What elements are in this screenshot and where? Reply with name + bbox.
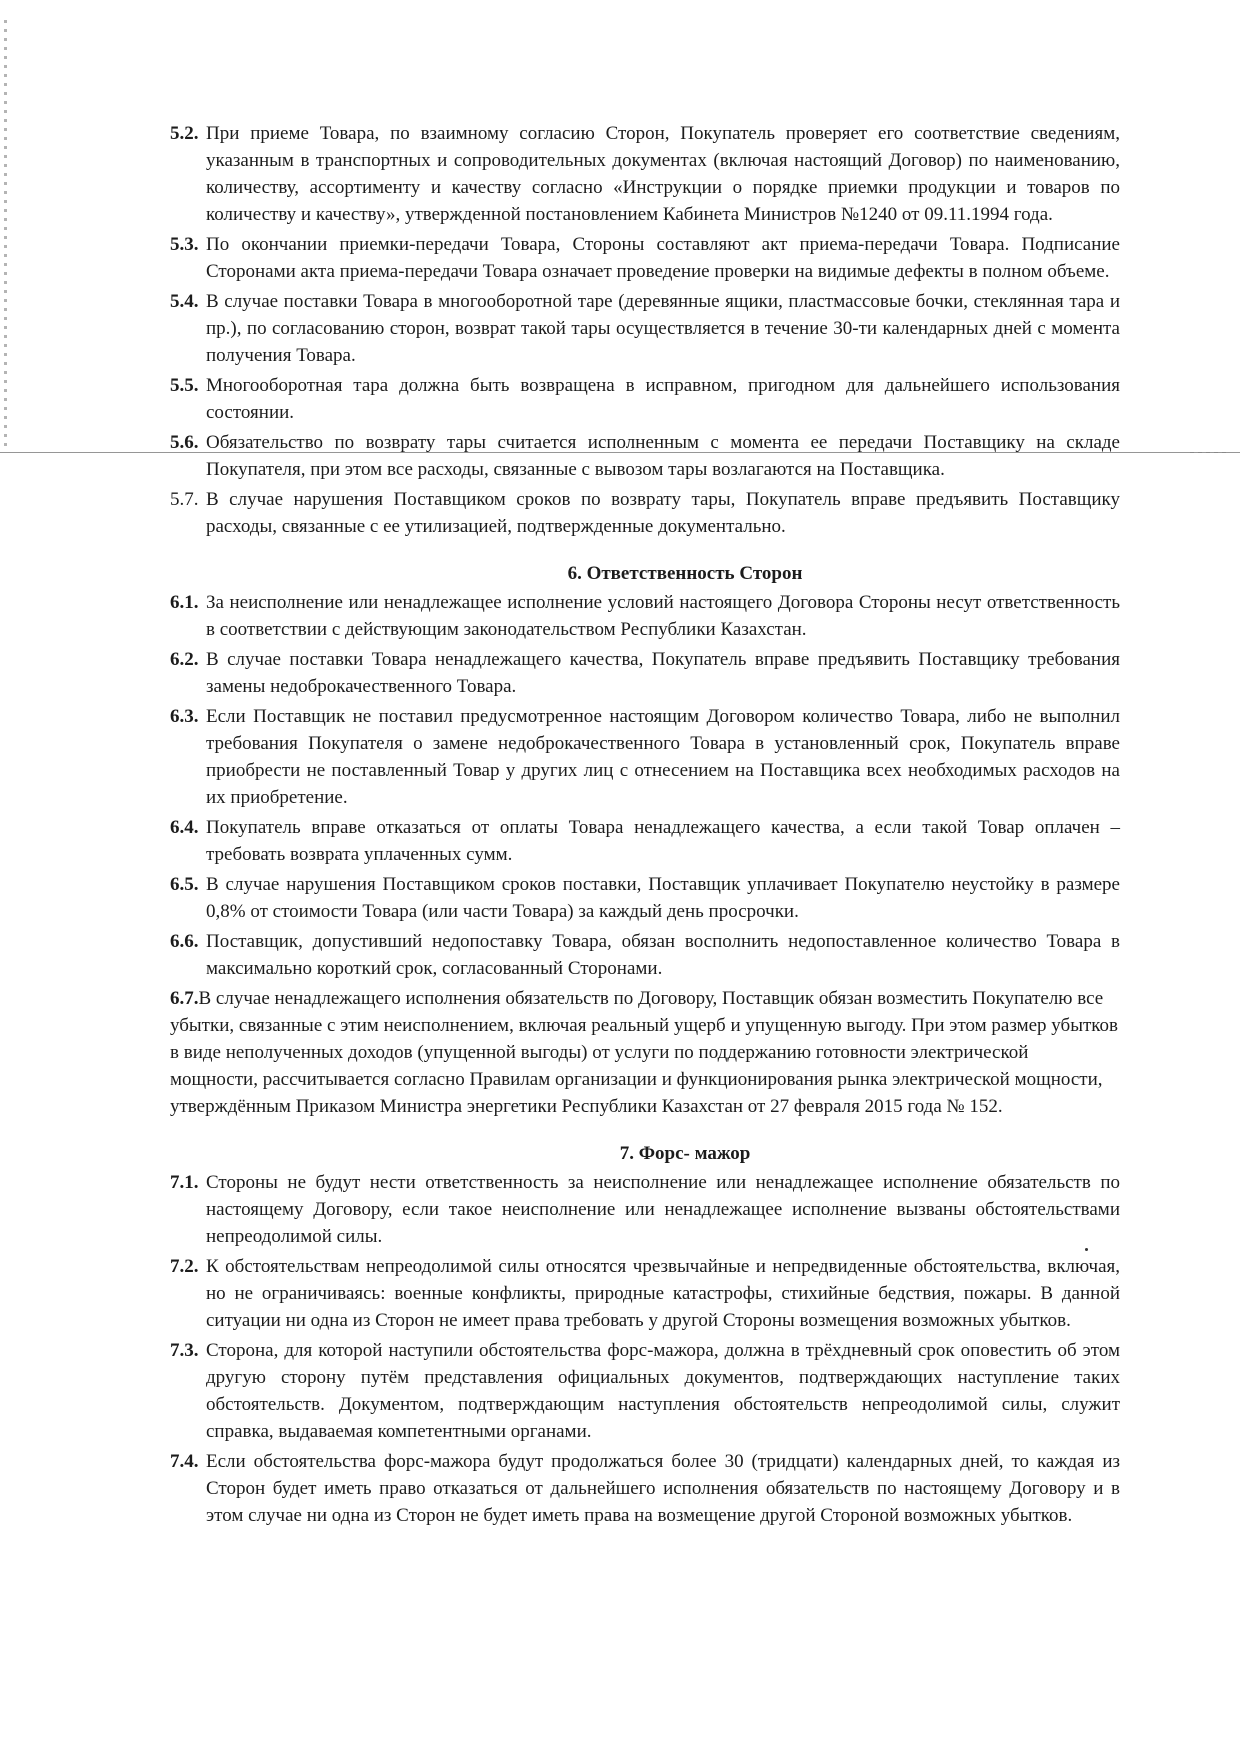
clause-text: По окончании приемки-передачи Товара, Стороны составляют акт приема-передачи Товара. Подписание Сторонами акта приема-передачи Товара означает проведение проверки на видимые дефекты в полном объеме. bbox=[206, 234, 1120, 282]
contract-text bbox=[170, 120, 1120, 1532]
clause bbox=[170, 589, 1120, 643]
clause bbox=[170, 429, 1120, 483]
clause-text: Если обстоятельства форс-мажора будут продолжаться более 30 (тридцати) календарных дней, то каждая из Сторон будет иметь право отказаться от дальнейшего исполнения обязательств по настоящему Договору и в этом случае ни одна из Сторон не будет иметь права на возмещение другой Стороной возможных убытков. bbox=[206, 1451, 1120, 1526]
clause-number: 5.4. bbox=[170, 291, 199, 312]
clause-text: Сторона, для которой наступили обстоятельства форс-мажора, должна в трёхдневный срок оповестить об этом другую сторону путём представления официальных документов, подтверждающих наступление таких обстоятельств. Документом, подтверждающим наступления обстоятельств непреодолимой силы, служит справка, выдаваемая компетентными органами. bbox=[206, 1340, 1120, 1442]
clause-number: 7.1. bbox=[170, 1172, 199, 1193]
clause-text: Покупатель вправе отказаться от оплаты Товара ненадлежащего качества, а если такой Товар оплачен – требовать возврата уплаченных сумм. bbox=[206, 817, 1120, 865]
clause-number: 5.7. bbox=[170, 489, 199, 510]
clause-text: В случае ненадлежащего исполнения обязательств по Договору, Поставщик обязан возместить Покупателю все убытки, связанные с этим неисполнением, включая реальный ущерб и упущенную выгоду. При этом размер убытков в виде неполученных доходов (упущенной выгоды) от услуги по поддержанию готовности электрической мощности, рассчитывается согласно Правилам организации и функционирования рынка электрической мощности, утверждённым Приказом Министра энергетики Республики Казахстан от 27 февраля 2015 года № 152. bbox=[170, 988, 1119, 1117]
clause-number: 6.2. bbox=[170, 649, 199, 670]
clause bbox=[170, 372, 1120, 426]
clause-number: 6.7. bbox=[170, 988, 199, 1009]
clause-text: В случае нарушения Поставщиком сроков поставки, Поставщик уплачивает Покупателю неустойку в размере 0,8% от стоимости Товара (или части Товара) за каждый день просрочки. bbox=[206, 874, 1120, 922]
clause-number: 7.3. bbox=[170, 1340, 199, 1361]
clause bbox=[170, 646, 1120, 700]
clause-number: 7.4. bbox=[170, 1451, 199, 1472]
clause-text: Поставщик, допустивший недопоставку Товара, обязан восполнить недопоставленное количество Товара в максимально короткий срок, согласованный Сторонами. bbox=[206, 931, 1120, 979]
clause bbox=[170, 231, 1120, 285]
clause-text: К обстоятельствам непреодолимой силы относятся чрезвычайные и непредвиденные обстоятельства, включая, но не ограничиваясь: военные конфликты, природные катастрофы, стихийные бедствия, пожары. В данной ситуации ни одна из Сторон не имеет права требовать у другой Стороны возмещения возможных убытков. bbox=[206, 1256, 1120, 1331]
clause bbox=[170, 703, 1120, 811]
section-heading: 6. Ответственность Сторон bbox=[567, 563, 803, 584]
clause-text: За неисполнение или ненадлежащее исполнение условий настоящего Договора Стороны несут ответственность в соответствии с действующим законодательством Республики Казахстан. bbox=[206, 592, 1120, 640]
scan-edge-artifact bbox=[4, 20, 7, 450]
clause-text: В случае поставки Товара ненадлежащего качества, Покупатель вправе предъявить Поставщику требования замены недоброкачественного Товара. bbox=[206, 649, 1120, 697]
clause-text: В случае поставки Товара в многооборотной таре (деревянные ящики, пластмассовые бочки, стеклянная тара и пр.), по согласованию сторон, возврат такой тары осуществляется в течение 30-ти календарных дней с момента получения Товара. bbox=[206, 291, 1120, 366]
clause-number: 6.6. bbox=[170, 931, 199, 952]
clause-number: 5.6. bbox=[170, 432, 199, 453]
clause bbox=[170, 120, 1120, 228]
scan-dash-artifact bbox=[1190, 452, 1230, 453]
clause bbox=[170, 1337, 1120, 1445]
clause-text: Стороны не будут нести ответственность за неисполнение или ненадлежащее исполнение обязательств по настоящему Договору, если такое неисполнение или ненадлежащее исполнение вызваны обстоятельствами непреодолимой силы. bbox=[206, 1172, 1120, 1247]
clause-text: В случае нарушения Поставщиком сроков по возврату тары, Покупатель вправе предъявить Поставщику расходы, связанные с ее утилизацией, подтвержденные документально. bbox=[206, 489, 1120, 537]
clause bbox=[170, 1253, 1120, 1334]
clause-number: 7.2. bbox=[170, 1256, 199, 1277]
clause bbox=[170, 985, 1120, 1120]
clause-number: 5.5. bbox=[170, 375, 199, 396]
clause bbox=[170, 486, 1120, 540]
section-heading: 7. Форс- мажор bbox=[619, 1143, 751, 1164]
clause bbox=[170, 1169, 1120, 1250]
clause-text: Многооборотная тара должна быть возвращена в исправном, пригодном для дальнейшего использования состоянии. bbox=[206, 375, 1120, 423]
clause-text: Если Поставщик не поставил предусмотренное настоящим Договором количество Товара, либо не выполнил требования Покупателя о замене недоброкачественного Товара в установленный срок, Покупатель вправе приобрести не поставленный Товар у других лиц с отнесением на Поставщика всех необходимых расходов на их приобретение. bbox=[206, 706, 1120, 808]
clause bbox=[170, 814, 1120, 868]
clause-text: Обязательство по возврату тары считается исполненным с момента ее передачи Поставщику на складе Покупателя, при этом все расходы, связанные с вывозом тары возлагаются на Поставщика. bbox=[206, 432, 1120, 480]
clause-number: 6.5. bbox=[170, 874, 199, 895]
clause-number: 6.1. bbox=[170, 592, 199, 613]
clause bbox=[170, 288, 1120, 369]
clause-text: При приеме Товара, по взаимному согласию Сторон, Покупатель проверяет его соответствие сведениям, указанным в транспортных и сопроводительных документах (включая настоящий Договор) по наименованию, количеству, ассортименту и качеству согласно «Инструкции о порядке приемки продукции и товаров по количеству и качеству», утвержденной постановлением Кабинета Министров №1240 от 09.11.1994 года. bbox=[206, 123, 1120, 225]
clause-number: 5.2. bbox=[170, 123, 199, 144]
clause-number: 6.4. bbox=[170, 817, 199, 838]
clause-number: 5.3. bbox=[170, 234, 199, 255]
clause bbox=[170, 1448, 1120, 1529]
clause bbox=[170, 871, 1120, 925]
clause-number: 6.3. bbox=[170, 706, 199, 727]
clause bbox=[170, 928, 1120, 982]
